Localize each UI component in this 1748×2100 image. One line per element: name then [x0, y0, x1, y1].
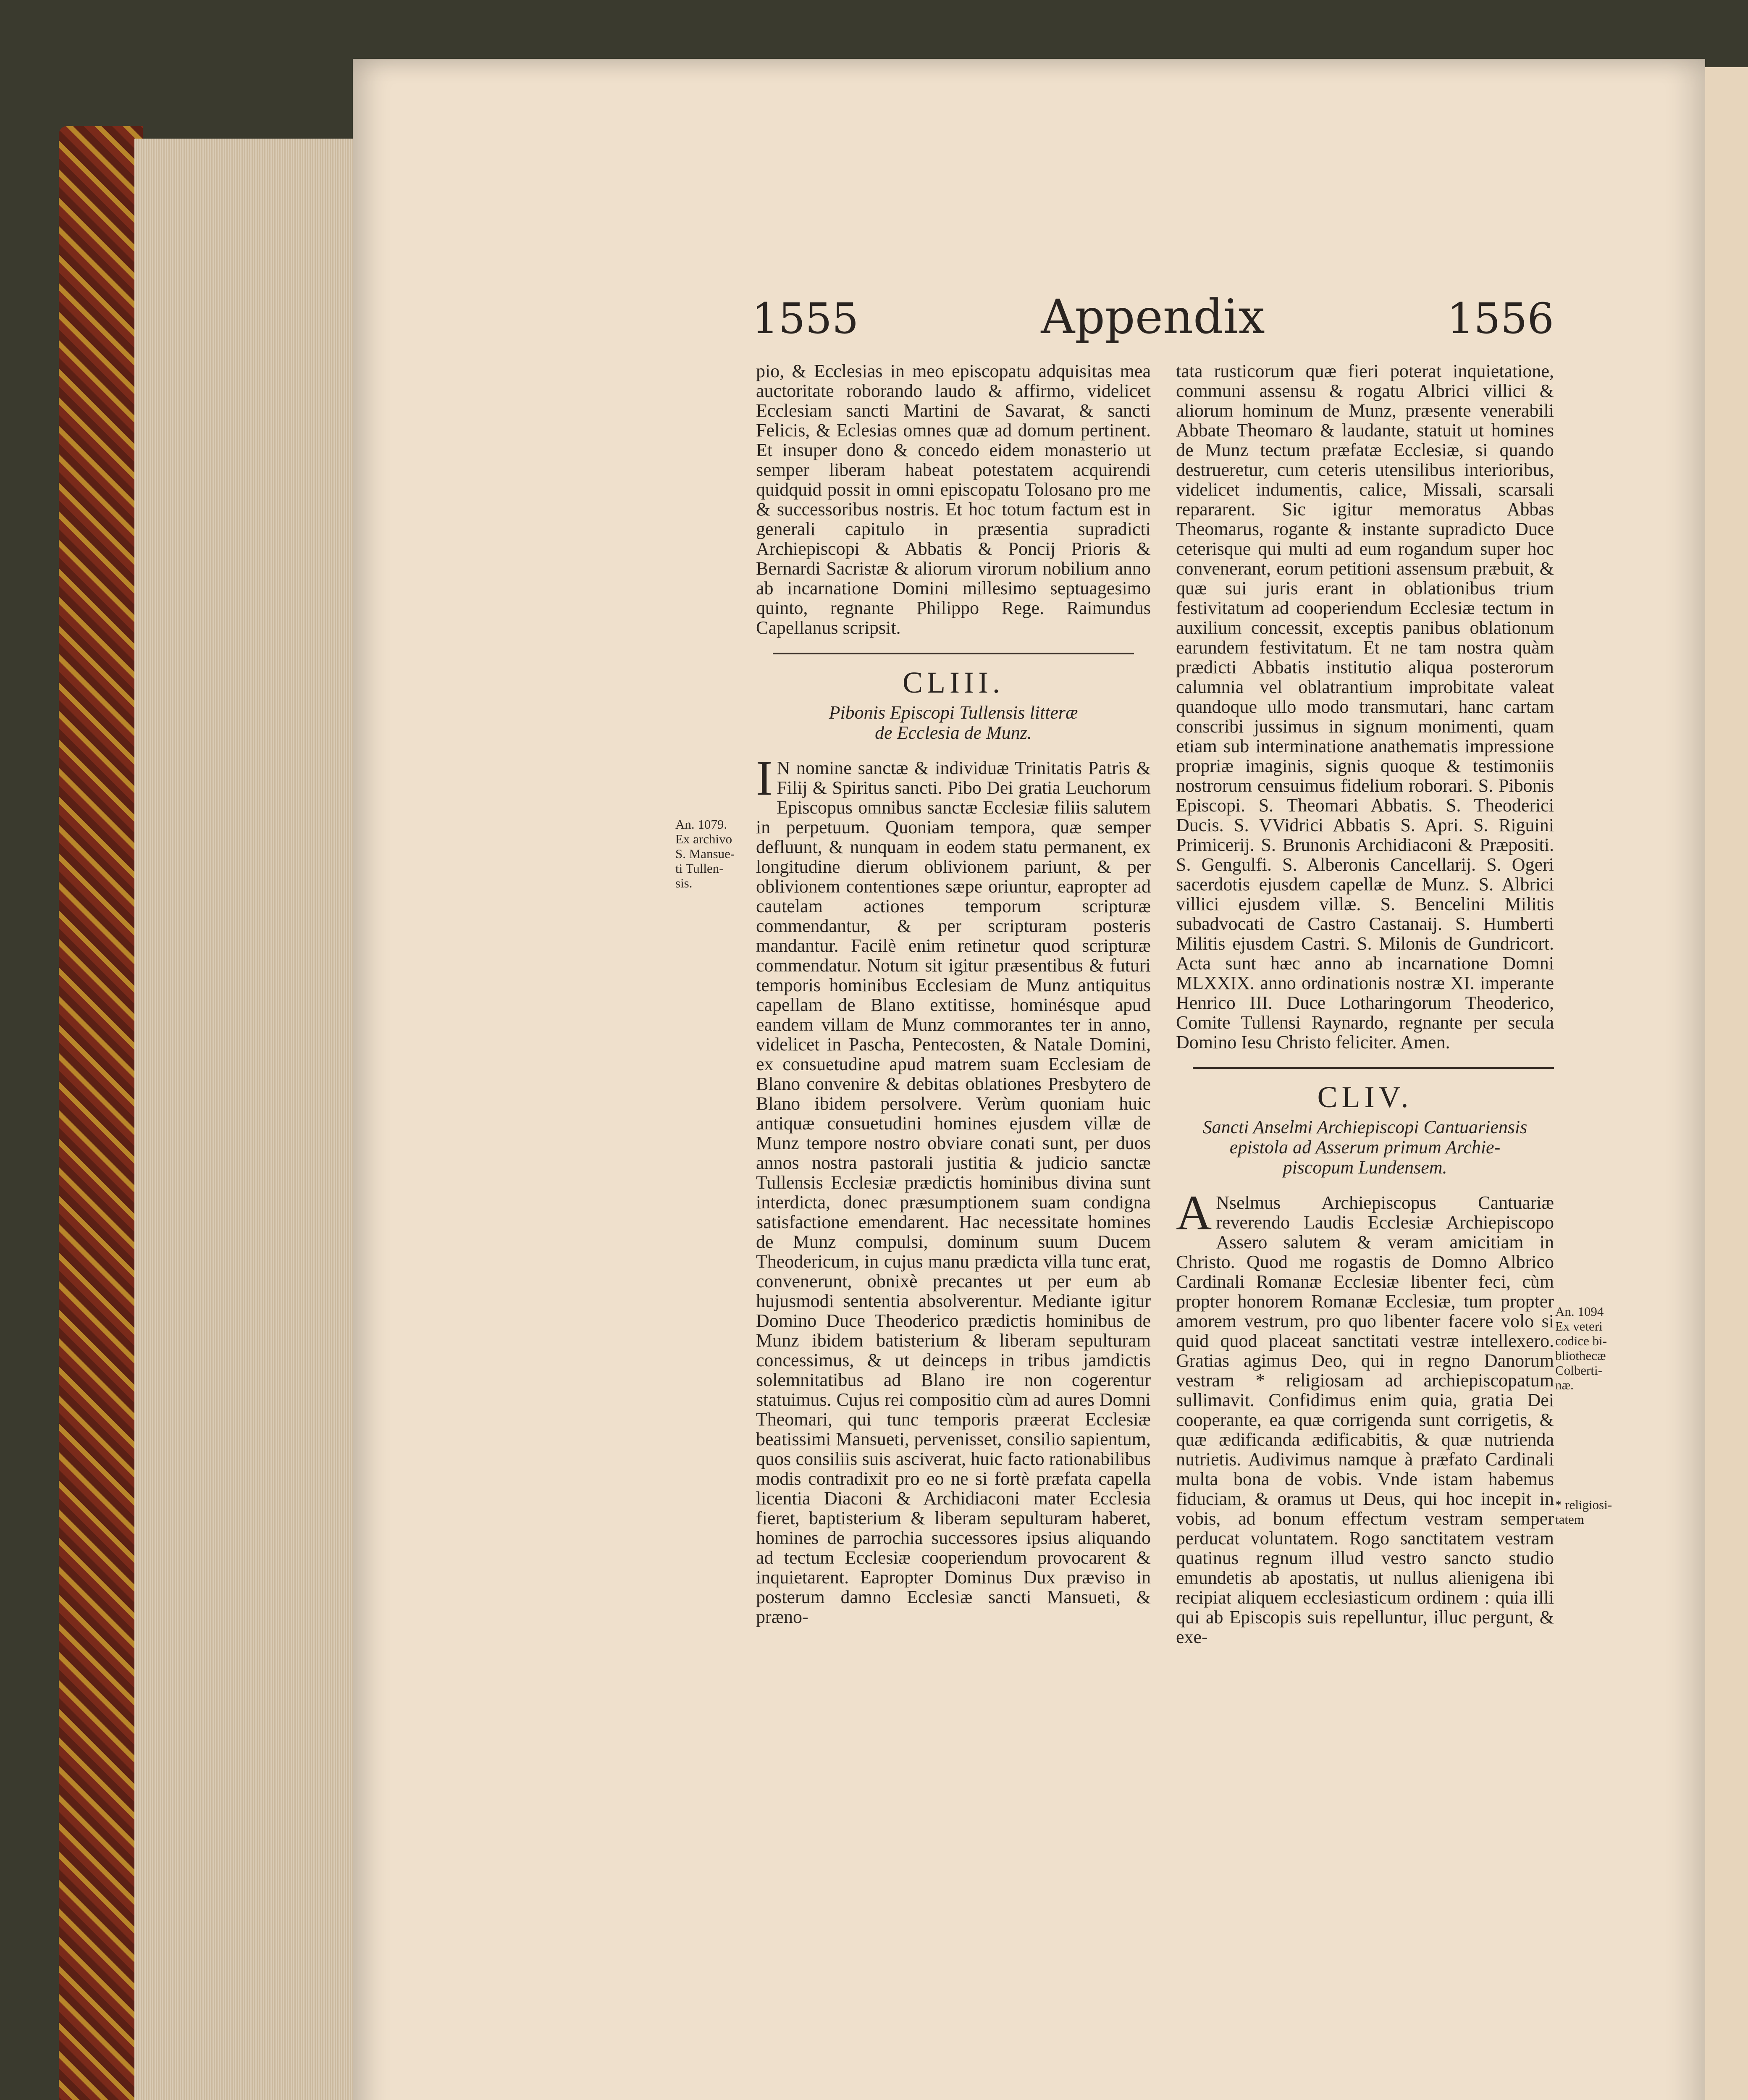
section-title-line: epistola ad Asserum primum Archie- — [1229, 1137, 1501, 1158]
document-body-text: N nomine sanctæ & individuæ Trinitatis Patris & Filij & Spiritus sancti. Pibo Dei gratia Leuchorum Episcopus omnibus sanctæ Ecclesiæ filiis salutem in perpetuum. Quoniam tempora, quæ semper defluunt, & nunquam in eodem statu permanent, ex longitudine dierum oblivionem pariunt, & per oblivionem contentiones sæpe oriuntur, eapropter ad cautelam actiones temporum scripturæ commendantur, & per scripturam posteris mandantur. Facilè enim retinetur quod scripturæ commendatur. Notum sit igitur præsentibus & futuri temporis hominibus Ecclesiam de Munz antiquitus capellam de Blano extitisse, hominésque apud eandem villam de Munz commorantes ter in anno, videlicet in Pascha, Pentecosten, & Natale Domini, ex consuetudine apud matrem suam Ecclesiam de Blano convenire & debitas oblationes Presbytero de Blano ibidem persolvere. Verùm quoniam huic antiquæ consuetudini homines ejusdem villæ de Munz tempore nostro obviare conati sunt, per duos annos nostra pastorali justitia & judicio sanctæ Tullensis Ecclesiæ prædictis hominibus divina sunt interdicta, donec præsumptionem suam condigna satisfactione emendarent. Hac necessitate homines de Munz compulsi, dominum suum Ducem Theodericum, in cujus manu prædicta villa tunc erat, convenerunt, obnixè precantes ut per eum ab hujusmodi sententia absolverentur. Mediante igitur Domino Duce Theoderico prædictis hominibus de Munz ibidem batisterium & liberam sepulturam concessimus, & ut deinceps in tribus jamdictis solemnitatibus ad Blano ire non cogerentur statuimus. Cujus rei compositio cùm ad aures Domni Theomari, qui tunc temporis præerat Ecclesiæ beatissimi Mansueti, pervenisset, consilio sapientum, quos consiliis suis asciverat, huic facto rationabilibus modis contradixit pro eo ne si fortè præfata capella licentia Diaconi & Archidiaconi mater Ecclesia fieret, baptisterium & liberam sepulturam haberet, homines de parrochia successores ipsius aliquando ad tectum Ecclesiæ cooperiendum provocarent & inquietarent. Eapropter Dominus Dux prævisо in posterum damno Ecclesiæ sancti Mansueti, & præno- — [756, 758, 1151, 1627]
continued-text: pio, & Ecclesias in meo episcopatu adquisitas mea auctoritate roborando laudo & affirmo, videlicet Ecclesiam sancti Martini de Savarat, & sancti Felicis, & Eclesias omnes quæ ad domum pertinent. Et insuper dono & concedo eidem monasterio ut semper liberam habeat potestatem acquirendi quidquid possit in omni episcopatu Tolosano pro me & successoribus nostris. Et hoc totum factum est in generali capitulo in præsentia supradicti Archiepiscopi & Abbatis & Poncij Prioris & Bernardi Sacristæ & aliorum virorum nobilium anno ab incarnatione Domini millesimo septuagesimo quinto, regnante Philippo Rege. Raimundus Capellanus scripsit. — [756, 361, 1151, 638]
section-title-line: de Ecclesia de Munz. — [875, 722, 1032, 743]
margin-note-line: An. 1094 — [1555, 1304, 1604, 1319]
page-number-left: 1555 — [752, 294, 859, 343]
document-body — [756, 751, 1151, 1627]
left-column — [756, 361, 1151, 1627]
margin-note-line: ti Tullen- — [675, 861, 724, 876]
continued-text: tata rusticorum quæ fieri poterat inquietatione, communi assensu & rogatu Albrici villici & aliorum hominum de Munz, præsente venerabili Abbate Theomaro & laudante, statuit ut homines de Munz tectum præfatæ Ecclesiæ, si quando destrueretur, cum ceteris utensilibus interioribus, videlicet indumentis, calice, Missali, scarsali repararent. Sic igitur memoratus Abbas Theomarus, rogante & instante supradicto Duce ceterisque qui multi ad eum rogandum super hoc convenerant, eorum petitioni assensum præbuit, & quæ sui juris erant in oblationibus trium festivitatum ad cooperiendum Ecclesiæ tectum in auxilium concessit, exceptis panibus oblationum earundem festivitatum. Et ne tam nostra quàm prædicti Abbatis institutio aliqua posterorum calumnia vel oblatrantium improbitate valeat quandoque ullo modo transmutari, hanc cartam conscribi jussimus in signum monimenti, quam etiam sub interminatione anathematis impressione propriæ imaginis, signis quoque & testimoniis nostrorum censuimus fidelium roborari. S. Pibonis Episcopi. S. Theomari Abbatis. S. Theoderici Ducis. S. VVidrici Abbatis S. Apri. S. Riguini Primicerij. S. Brunonis Archidiaconi & Præpositi. S. Gengulfi. S. Alberonis Cancellarij. S. Ogeri sacerdotis ejusdem capellæ de Munz. S. Albrici villici ejusdem villæ. S. Bencelini Militis subadvocati de Castro Castanaij. S. Humberti Militis ejusdem Castri. S. Milonis de Gundricort. Acta sunt hæc anno ab incarnatione Domni MLXXIX. anno ordinationis nostræ XI. imperante Henrico III. Duce Lotharingorum Theoderico, Comite Tullensi Raynardo, regnante per secula Domino Iesu Christo feliciter. Amen. — [1176, 361, 1554, 1053]
margin-note-left — [675, 817, 751, 890]
section-divider — [773, 653, 1134, 654]
document-body — [1176, 1185, 1554, 1647]
margin-note-line: Ex archivo — [675, 832, 732, 846]
page-stack — [134, 139, 353, 2100]
book-fore-edge — [59, 126, 143, 2100]
page-number-right: 1556 — [1447, 294, 1554, 343]
margin-note-line: tatem — [1555, 1512, 1584, 1527]
section-number: CLIV. — [1317, 1080, 1413, 1114]
section-divider — [1193, 1067, 1554, 1069]
section-title-line: Pibonis Episcopi Tullensis litteræ — [829, 702, 1078, 723]
margin-note-line: bliothecæ — [1555, 1348, 1606, 1363]
margin-note-line: Ex veteri — [1555, 1319, 1603, 1334]
margin-note-line: Colberti- — [1555, 1363, 1602, 1378]
margin-note-line: codice bi- — [1555, 1334, 1607, 1348]
drop-cap: I — [756, 751, 773, 806]
facing-page-edge — [1705, 67, 1748, 2100]
section-title-line: piscopum Lundensem. — [1283, 1157, 1447, 1178]
margin-note-line: An. 1079. — [675, 817, 727, 832]
section-title — [1176, 1117, 1554, 1178]
section-number: CLIII. — [903, 666, 1004, 699]
margin-note-right — [1555, 1304, 1618, 1392]
drop-cap: A — [1176, 1185, 1212, 1240]
right-column — [1176, 361, 1554, 1647]
margin-note-line: * religiosi- — [1555, 1497, 1612, 1512]
margin-note-line: næ. — [1555, 1378, 1574, 1392]
margin-note-line: sis. — [675, 876, 693, 890]
section-title — [756, 703, 1151, 743]
section-title-line: Sancti Anselmi Archiepiscopi Cantuariensis — [1202, 1117, 1528, 1137]
page-title: Appendix — [1041, 290, 1265, 344]
running-head — [752, 290, 1554, 361]
margin-note-line: S. Mansue- — [675, 846, 735, 861]
margin-note-right — [1555, 1497, 1618, 1527]
document-body-text: Nselmus Archiepiscopus Cantuariæ reverendo Laudis Ecclesiæ Archiepiscopo Assero salutem & veram amicitiam in Christo. Quod me rogastis de Domno Albrico Cardinali Romanæ Ecclesiæ libenter feci, cùm propter honorem Romanæ Ecclesiæ, tum propter amorem vestrum, pro quo libenter facere volo si quid quod placeat sanctitati vestræ intellexero. Gratias agimus Deo, qui in regno Danorum vestram * religiosam ad archiepiscopatum sullimavit. Confidimus enim quia, gratia Dei cooperante, ea quæ corrigenda sunt corrigetis, & quæ ædificanda ædificabitis, & quæ nutrienda nutrietis. Audivimus namque à præfato Cardinali multa bona de vobis. Vnde istam habemus fiduciam, & oramus ut Deus, qui hoc incepit in vobis, ad bonum effectum vestram semper perducat voluntatem. Rogo sanctitatem vestram quatinus regnum illud vestro sancto studio emundetis ab apostatis, ut nullus alienigena ibi recipiat aliquem ecclesiasticum ordinem : quia illi qui ab Episcopis suis repelluntur, illuc pergunt, & exe- — [1176, 1192, 1554, 1647]
